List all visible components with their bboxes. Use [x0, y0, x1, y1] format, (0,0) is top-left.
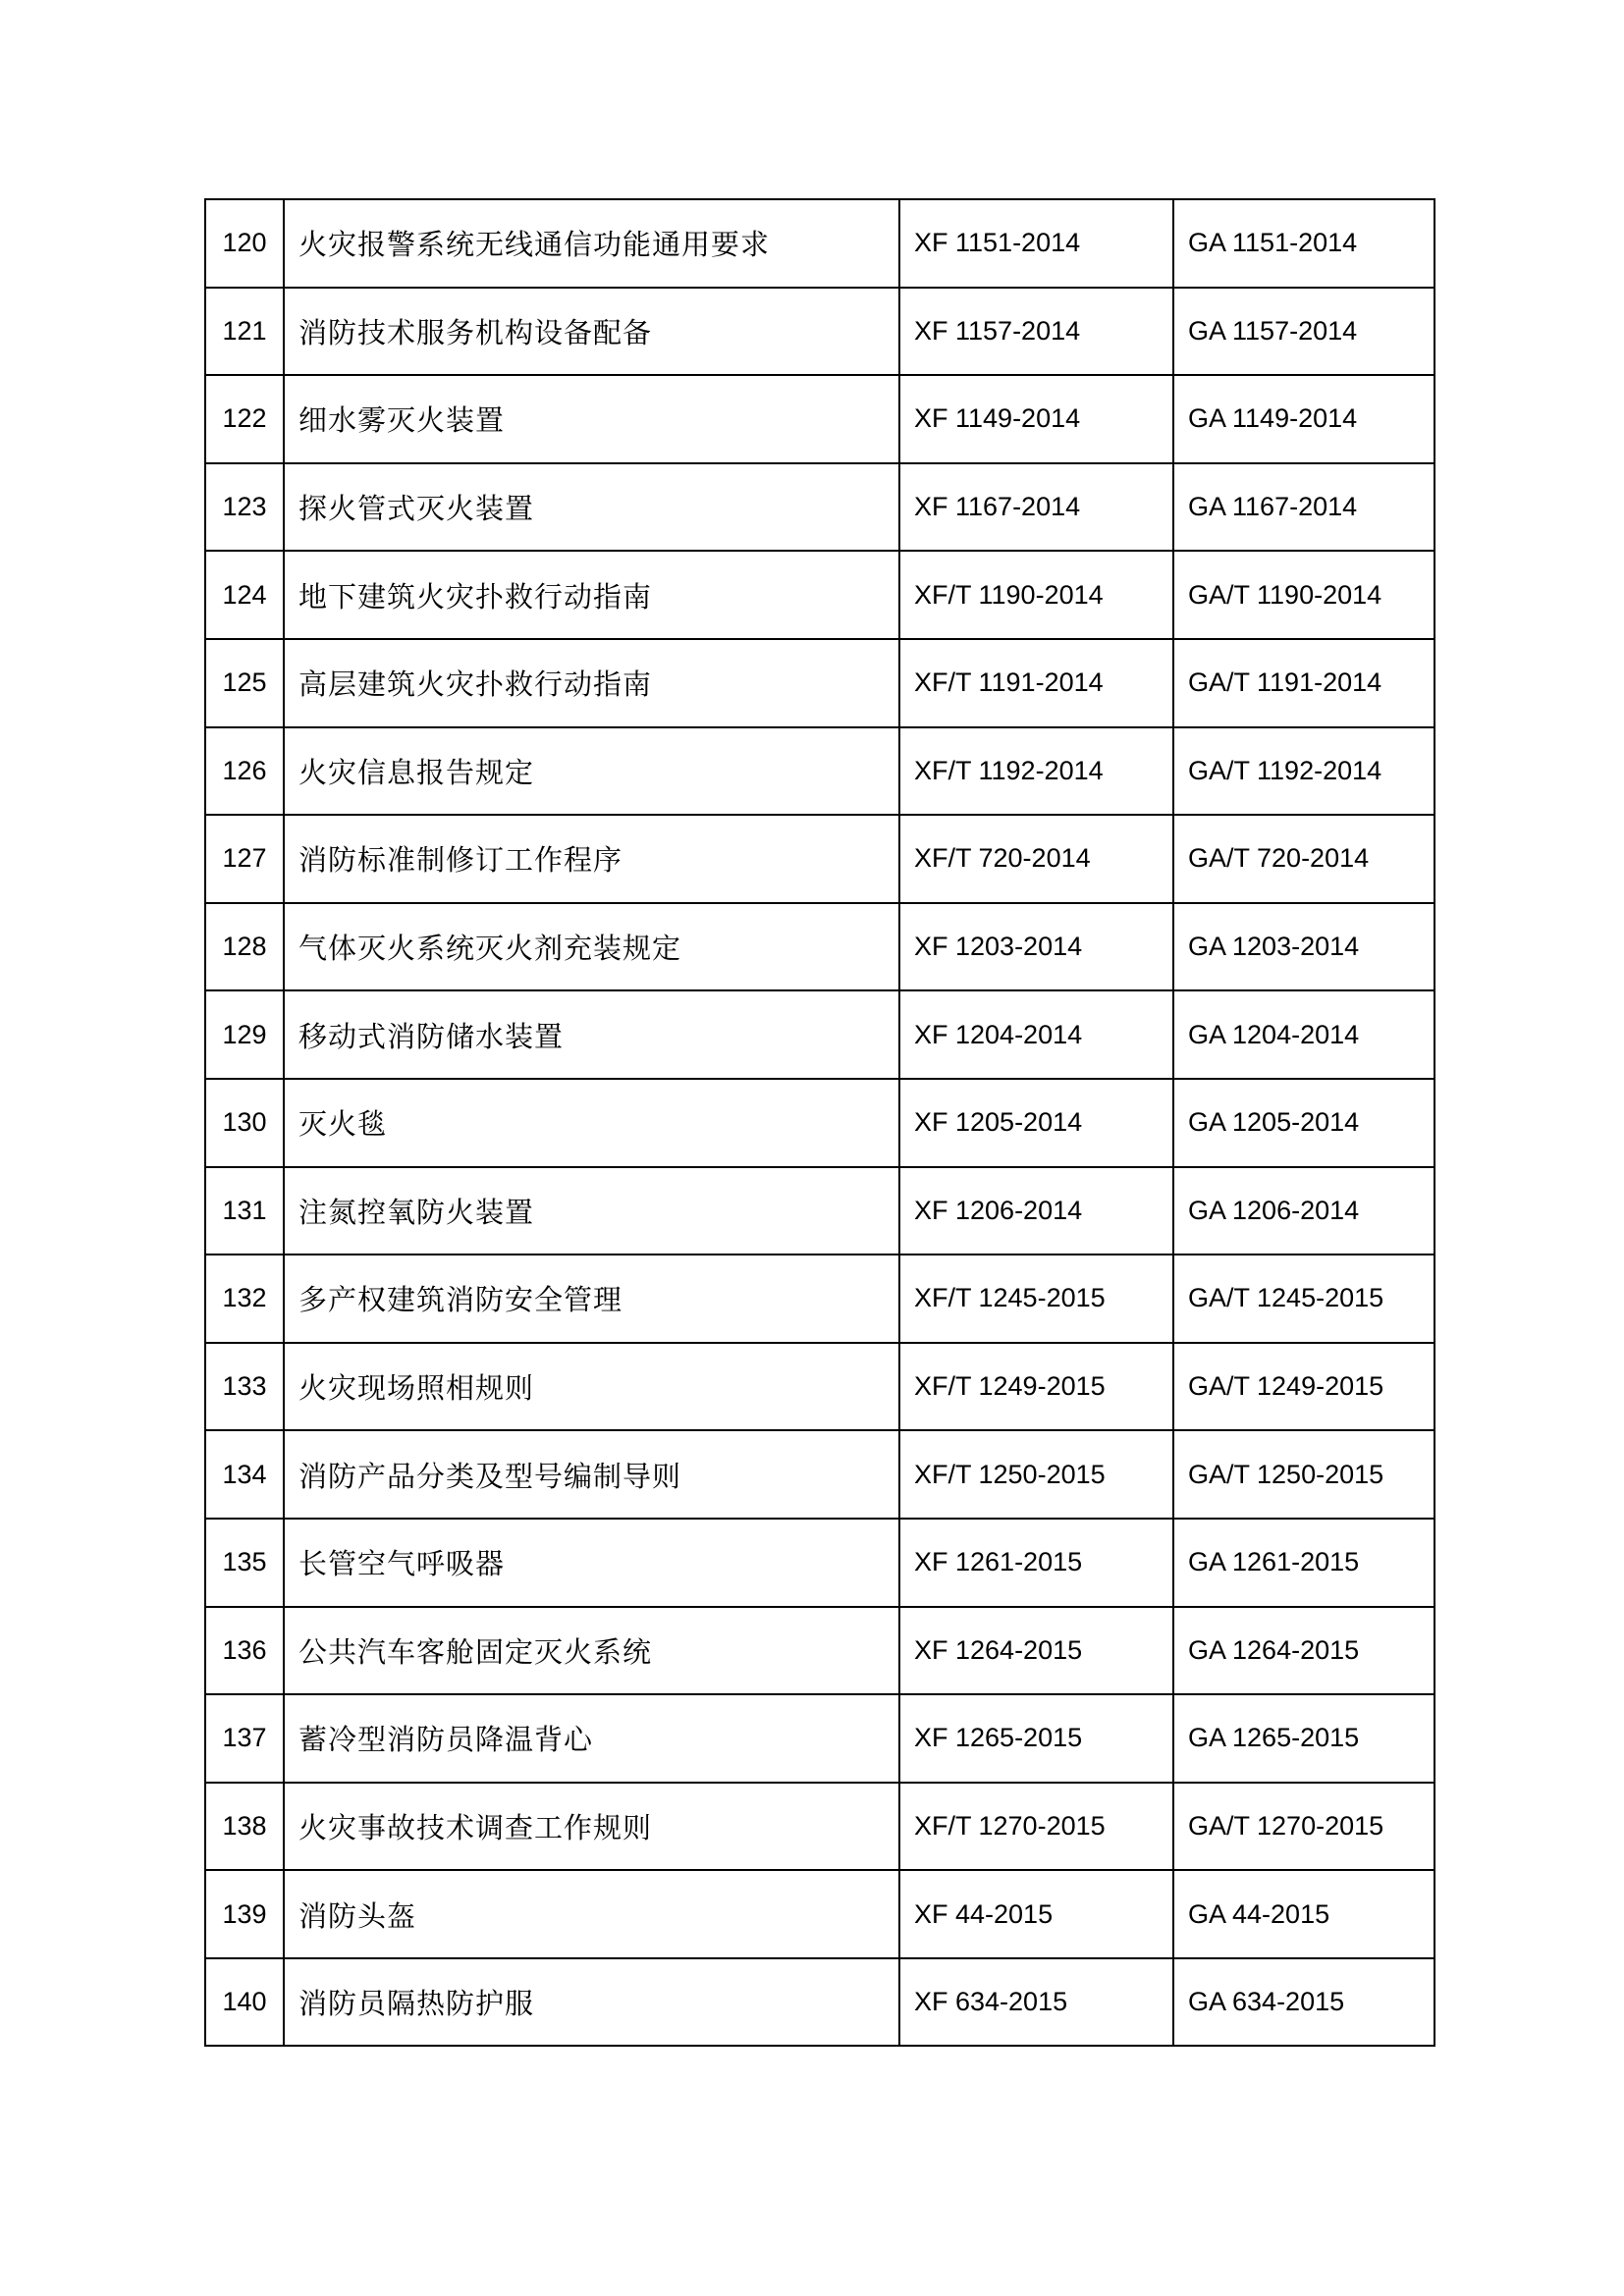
table-row	[205, 903, 1435, 991]
xf-standard-code: XF/T 1249-2015	[899, 1343, 1173, 1431]
ga-standard-code: GA 1206-2014	[1173, 1167, 1435, 1255]
standard-name: 细水雾灭火装置	[284, 375, 899, 463]
standard-name: 高层建筑火灾扑救行动指南	[284, 639, 899, 727]
standard-name: 气体灭火系统灭火剂充装规定	[284, 903, 899, 991]
xf-standard-code: XF/T 1245-2015	[899, 1255, 1173, 1343]
ga-standard-code: GA/T 1249-2015	[1173, 1343, 1435, 1431]
xf-standard-code: XF/T 1191-2014	[899, 639, 1173, 727]
table-row	[205, 199, 1435, 288]
ga-standard-code: GA 1265-2015	[1173, 1694, 1435, 1783]
row-number: 126	[205, 727, 284, 816]
row-number: 139	[205, 1870, 284, 1958]
standard-name: 公共汽车客舱固定灭火系统	[284, 1607, 899, 1695]
xf-standard-code: XF/T 1192-2014	[899, 727, 1173, 816]
ga-standard-code: GA 1204-2014	[1173, 990, 1435, 1079]
xf-standard-code: XF 1204-2014	[899, 990, 1173, 1079]
table-row	[205, 815, 1435, 903]
row-number: 130	[205, 1079, 284, 1167]
table-row	[205, 990, 1435, 1079]
ga-standard-code: GA/T 1250-2015	[1173, 1430, 1435, 1519]
standard-name: 探火管式灭火装置	[284, 463, 899, 552]
row-number: 122	[205, 375, 284, 463]
row-number: 133	[205, 1343, 284, 1431]
standard-name: 消防头盔	[284, 1870, 899, 1958]
standard-name: 地下建筑火灾扑救行动指南	[284, 551, 899, 639]
xf-standard-code: XF 1265-2015	[899, 1694, 1173, 1783]
table-row	[205, 1870, 1435, 1958]
ga-standard-code: GA 1151-2014	[1173, 199, 1435, 288]
ga-standard-code: GA 1149-2014	[1173, 375, 1435, 463]
standard-name: 消防技术服务机构设备配备	[284, 288, 899, 376]
table-row	[205, 288, 1435, 376]
xf-standard-code: XF 1151-2014	[899, 199, 1173, 288]
standard-name: 火灾现场照相规则	[284, 1343, 899, 1431]
xf-standard-code: XF 1203-2014	[899, 903, 1173, 991]
standard-name: 火灾事故技术调查工作规则	[284, 1783, 899, 1871]
ga-standard-code: GA 1205-2014	[1173, 1079, 1435, 1167]
xf-standard-code: XF 1261-2015	[899, 1519, 1173, 1607]
standard-name: 移动式消防储水装置	[284, 990, 899, 1079]
xf-standard-code: XF/T 1250-2015	[899, 1430, 1173, 1519]
ga-standard-code: GA 1167-2014	[1173, 463, 1435, 552]
standard-name: 消防员隔热防护服	[284, 1958, 899, 2047]
table-row	[205, 1694, 1435, 1783]
table-row	[205, 375, 1435, 463]
row-number: 131	[205, 1167, 284, 1255]
row-number: 125	[205, 639, 284, 727]
ga-standard-code: GA 634-2015	[1173, 1958, 1435, 2047]
ga-standard-code: GA 44-2015	[1173, 1870, 1435, 1958]
row-number: 121	[205, 288, 284, 376]
ga-standard-code: GA/T 720-2014	[1173, 815, 1435, 903]
row-number: 129	[205, 990, 284, 1079]
standard-name: 多产权建筑消防安全管理	[284, 1255, 899, 1343]
table-row	[205, 1519, 1435, 1607]
row-number: 127	[205, 815, 284, 903]
xf-standard-code: XF/T 720-2014	[899, 815, 1173, 903]
xf-standard-code: XF 1149-2014	[899, 375, 1173, 463]
ga-standard-code: GA 1264-2015	[1173, 1607, 1435, 1695]
xf-standard-code: XF 1206-2014	[899, 1167, 1173, 1255]
ga-standard-code: GA 1261-2015	[1173, 1519, 1435, 1607]
xf-standard-code: XF 1167-2014	[899, 463, 1173, 552]
standard-name: 长管空气呼吸器	[284, 1519, 899, 1607]
standard-name: 火灾信息报告规定	[284, 727, 899, 816]
row-number: 128	[205, 903, 284, 991]
standard-name: 消防标准制修订工作程序	[284, 815, 899, 903]
table-row	[205, 463, 1435, 552]
ga-standard-code: GA/T 1270-2015	[1173, 1783, 1435, 1871]
ga-standard-code: GA 1157-2014	[1173, 288, 1435, 376]
ga-standard-code: GA/T 1245-2015	[1173, 1255, 1435, 1343]
xf-standard-code: XF 1264-2015	[899, 1607, 1173, 1695]
table-row	[205, 1958, 1435, 2047]
standards-table-body	[205, 199, 1435, 2046]
xf-standard-code: XF 1205-2014	[899, 1079, 1173, 1167]
row-number: 140	[205, 1958, 284, 2047]
ga-standard-code: GA/T 1191-2014	[1173, 639, 1435, 727]
row-number: 124	[205, 551, 284, 639]
standard-name: 蓄冷型消防员降温背心	[284, 1694, 899, 1783]
table-row	[205, 551, 1435, 639]
row-number: 136	[205, 1607, 284, 1695]
row-number: 120	[205, 199, 284, 288]
xf-standard-code: XF 1157-2014	[899, 288, 1173, 376]
standard-name: 消防产品分类及型号编制导则	[284, 1430, 899, 1519]
table-row	[205, 1430, 1435, 1519]
table-row	[205, 1079, 1435, 1167]
xf-standard-code: XF 44-2015	[899, 1870, 1173, 1958]
xf-standard-code: XF 634-2015	[899, 1958, 1173, 2047]
standards-table	[204, 198, 1435, 2047]
row-number: 138	[205, 1783, 284, 1871]
table-row	[205, 639, 1435, 727]
standard-name: 注氮控氧防火装置	[284, 1167, 899, 1255]
ga-standard-code: GA 1203-2014	[1173, 903, 1435, 991]
row-number: 134	[205, 1430, 284, 1519]
row-number: 137	[205, 1694, 284, 1783]
row-number: 135	[205, 1519, 284, 1607]
xf-standard-code: XF/T 1270-2015	[899, 1783, 1173, 1871]
table-row	[205, 1167, 1435, 1255]
standard-name: 灭火毯	[284, 1079, 899, 1167]
row-number: 123	[205, 463, 284, 552]
ga-standard-code: GA/T 1192-2014	[1173, 727, 1435, 816]
ga-standard-code: GA/T 1190-2014	[1173, 551, 1435, 639]
table-row	[205, 727, 1435, 816]
table-row	[205, 1343, 1435, 1431]
table-row	[205, 1255, 1435, 1343]
standard-name: 火灾报警系统无线通信功能通用要求	[284, 199, 899, 288]
row-number: 132	[205, 1255, 284, 1343]
table-row	[205, 1783, 1435, 1871]
table-row	[205, 1607, 1435, 1695]
xf-standard-code: XF/T 1190-2014	[899, 551, 1173, 639]
